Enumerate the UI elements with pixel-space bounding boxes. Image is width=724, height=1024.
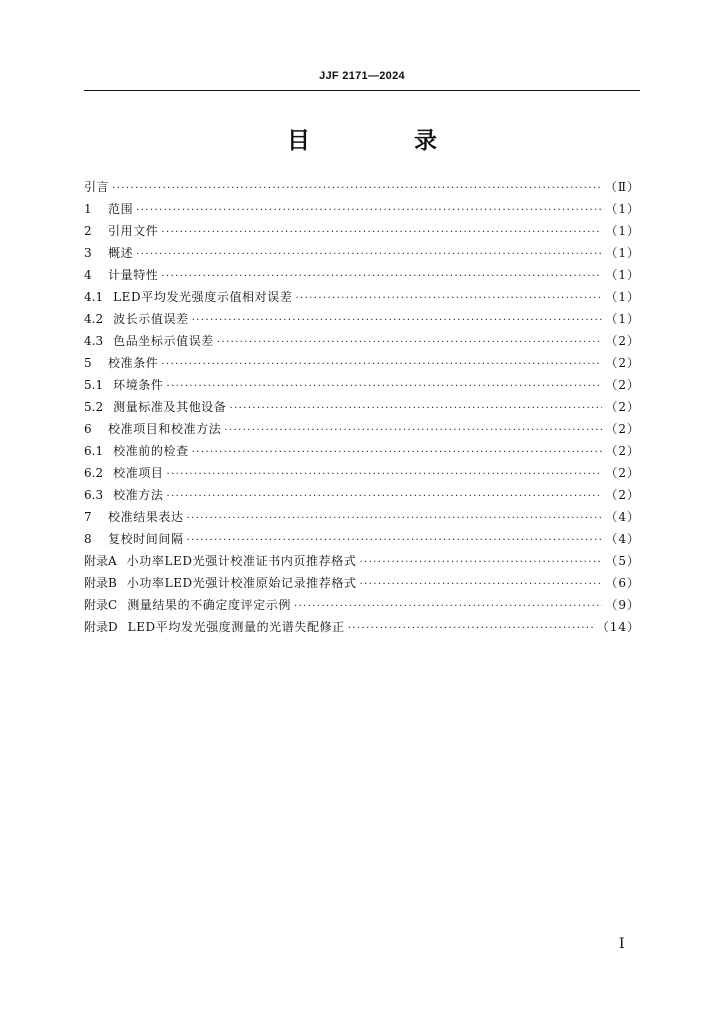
toc-leader-dots — [167, 464, 603, 486]
toc-entry-page: （Ⅱ） — [604, 180, 640, 194]
toc-entry — [84, 220, 640, 242]
toc-entry-number: 5 — [84, 356, 92, 370]
toc-entry — [84, 484, 640, 506]
toc-entry-page: （1） — [605, 312, 640, 326]
toc-entry — [84, 506, 640, 528]
page-number: I — [619, 936, 625, 952]
page-title: 目 录 — [286, 128, 485, 154]
toc-entry-page: （2） — [605, 422, 640, 436]
toc-leader-dots — [230, 398, 603, 420]
toc-entry-page: （1） — [605, 268, 640, 282]
toc-entry-label: 测量结果的不确定度评定示例 — [127, 598, 291, 612]
toc-entry-number: 4.2 — [84, 312, 104, 326]
toc-entry — [84, 528, 640, 550]
toc-entry-number: 6.2 — [84, 466, 104, 480]
toc-entry-number: 5.1 — [84, 378, 104, 392]
toc-entry-label: 校准方法 — [113, 488, 164, 502]
toc-entry-page: （1） — [605, 202, 640, 216]
toc-entry-label: 复校时间间隔 — [108, 532, 184, 546]
toc-entry-label: LED平均发光强度示值相对误差 — [113, 290, 293, 304]
toc-entry — [84, 440, 640, 462]
toc-entry-label: 环境条件 — [113, 378, 164, 392]
toc-entry-number: 2 — [84, 224, 92, 238]
toc-entry-label: 校准条件 — [108, 356, 159, 370]
toc-leader-dots — [295, 288, 602, 310]
toc-leader-dots — [224, 420, 602, 442]
toc-entry — [84, 264, 640, 286]
toc-leader-dots — [359, 552, 602, 574]
toc-entry-label: 小功率LED光强计校准原始记录推荐格式 — [126, 576, 357, 590]
toc-entry-number: 7 — [84, 510, 92, 524]
toc-entry — [84, 550, 640, 572]
toc-entry — [84, 352, 640, 374]
toc-entry-label: LED平均发光强度测量的光谱失配修正 — [127, 620, 345, 634]
toc-entry-label: 色品坐标示值误差 — [113, 334, 214, 348]
toc-entry-number: 1 — [84, 202, 92, 216]
toc-entry-label: 范围 — [108, 202, 134, 216]
toc-leader-dots — [112, 178, 602, 200]
toc-entry — [84, 594, 640, 616]
toc-entry-page: （9） — [605, 598, 640, 612]
toc-entry-number: 6.3 — [84, 488, 104, 502]
toc-entry — [84, 616, 640, 638]
toc-leader-dots — [167, 376, 603, 398]
toc-leader-dots — [187, 530, 603, 552]
toc-entry-page: （5） — [605, 554, 640, 568]
toc-entry-label: 计量特性 — [108, 268, 159, 282]
toc-entry-number: 4.1 — [84, 290, 104, 304]
toc-leader-dots — [136, 200, 602, 222]
toc-entry-number: 3 — [84, 246, 92, 260]
toc-leader-dots — [136, 244, 602, 266]
toc-entry — [84, 176, 640, 198]
toc-leader-dots — [348, 618, 594, 640]
toc-entry-label: 小功率LED光强计校准证书内页推荐格式 — [126, 554, 357, 568]
toc-leader-dots — [167, 486, 603, 508]
toc-entry-label: 校准结果表达 — [108, 510, 184, 524]
toc-entry-label: 校准项目和校准方法 — [108, 422, 222, 436]
header-rule — [84, 90, 640, 91]
toc-entry — [84, 330, 640, 352]
toc-entry-page: （1） — [605, 246, 640, 260]
toc-entry-page: （1） — [605, 224, 640, 238]
toc-entry-page: （4） — [605, 532, 640, 546]
toc-entry-number: 附录D — [84, 620, 118, 634]
toc-entry — [84, 308, 640, 330]
toc-leader-dots — [192, 442, 603, 464]
toc-entry-page: （2） — [605, 356, 640, 370]
toc-entry-number: 附录B — [84, 576, 117, 590]
toc-entry-label: 概述 — [108, 246, 134, 260]
toc-entry-label: 校准项目 — [113, 466, 164, 480]
table-of-contents — [84, 176, 640, 638]
toc-leader-dots — [161, 266, 602, 288]
toc-entry-page: （4） — [605, 510, 640, 524]
toc-entry — [84, 418, 640, 440]
toc-entry-number: 5.2 — [84, 400, 104, 414]
toc-leader-dots — [192, 310, 603, 332]
toc-leader-dots — [217, 332, 602, 354]
toc-entry-label: 测量标准及其他设备 — [113, 400, 227, 414]
toc-entry-page: （2） — [605, 488, 640, 502]
toc-entry-number: 8 — [84, 532, 92, 546]
toc-leader-dots — [360, 574, 603, 596]
toc-leader-dots — [161, 354, 602, 376]
toc-entry-label: 波长示值误差 — [113, 312, 189, 326]
toc-entry-number: 6 — [84, 422, 92, 436]
toc-entry-page: （2） — [605, 400, 640, 414]
toc-entry — [84, 374, 640, 396]
toc-entry-label: 校准前的检查 — [113, 444, 189, 458]
toc-entry-number: 6.1 — [84, 444, 104, 458]
toc-entry-page: （2） — [605, 378, 640, 392]
toc-entry-page: （2） — [605, 334, 640, 348]
toc-entry-page: （14） — [596, 620, 640, 634]
toc-entry-number: 附录C — [84, 598, 118, 612]
toc-leader-dots — [187, 508, 603, 530]
toc-entry — [84, 286, 640, 308]
toc-entry-number: 4.3 — [84, 334, 104, 348]
toc-entry — [84, 198, 640, 220]
toc-entry — [84, 462, 640, 484]
toc-entry — [84, 396, 640, 418]
toc-entry-page: （6） — [605, 576, 640, 590]
toc-entry-number: 4 — [84, 268, 92, 282]
toc-entry-number: 附录A — [84, 554, 117, 568]
toc-leader-dots — [294, 596, 602, 618]
toc-entry-page: （2） — [605, 444, 640, 458]
toc-entry — [84, 242, 640, 264]
toc-entry-page: （2） — [605, 466, 640, 480]
toc-entry — [84, 572, 640, 594]
toc-entry-page: （1） — [605, 290, 640, 304]
document-code: JJF 2171—2024 — [319, 70, 405, 82]
toc-leader-dots — [161, 222, 602, 244]
toc-entry-label: 引用文件 — [108, 224, 159, 238]
toc-entry-label: 引言 — [84, 180, 110, 194]
